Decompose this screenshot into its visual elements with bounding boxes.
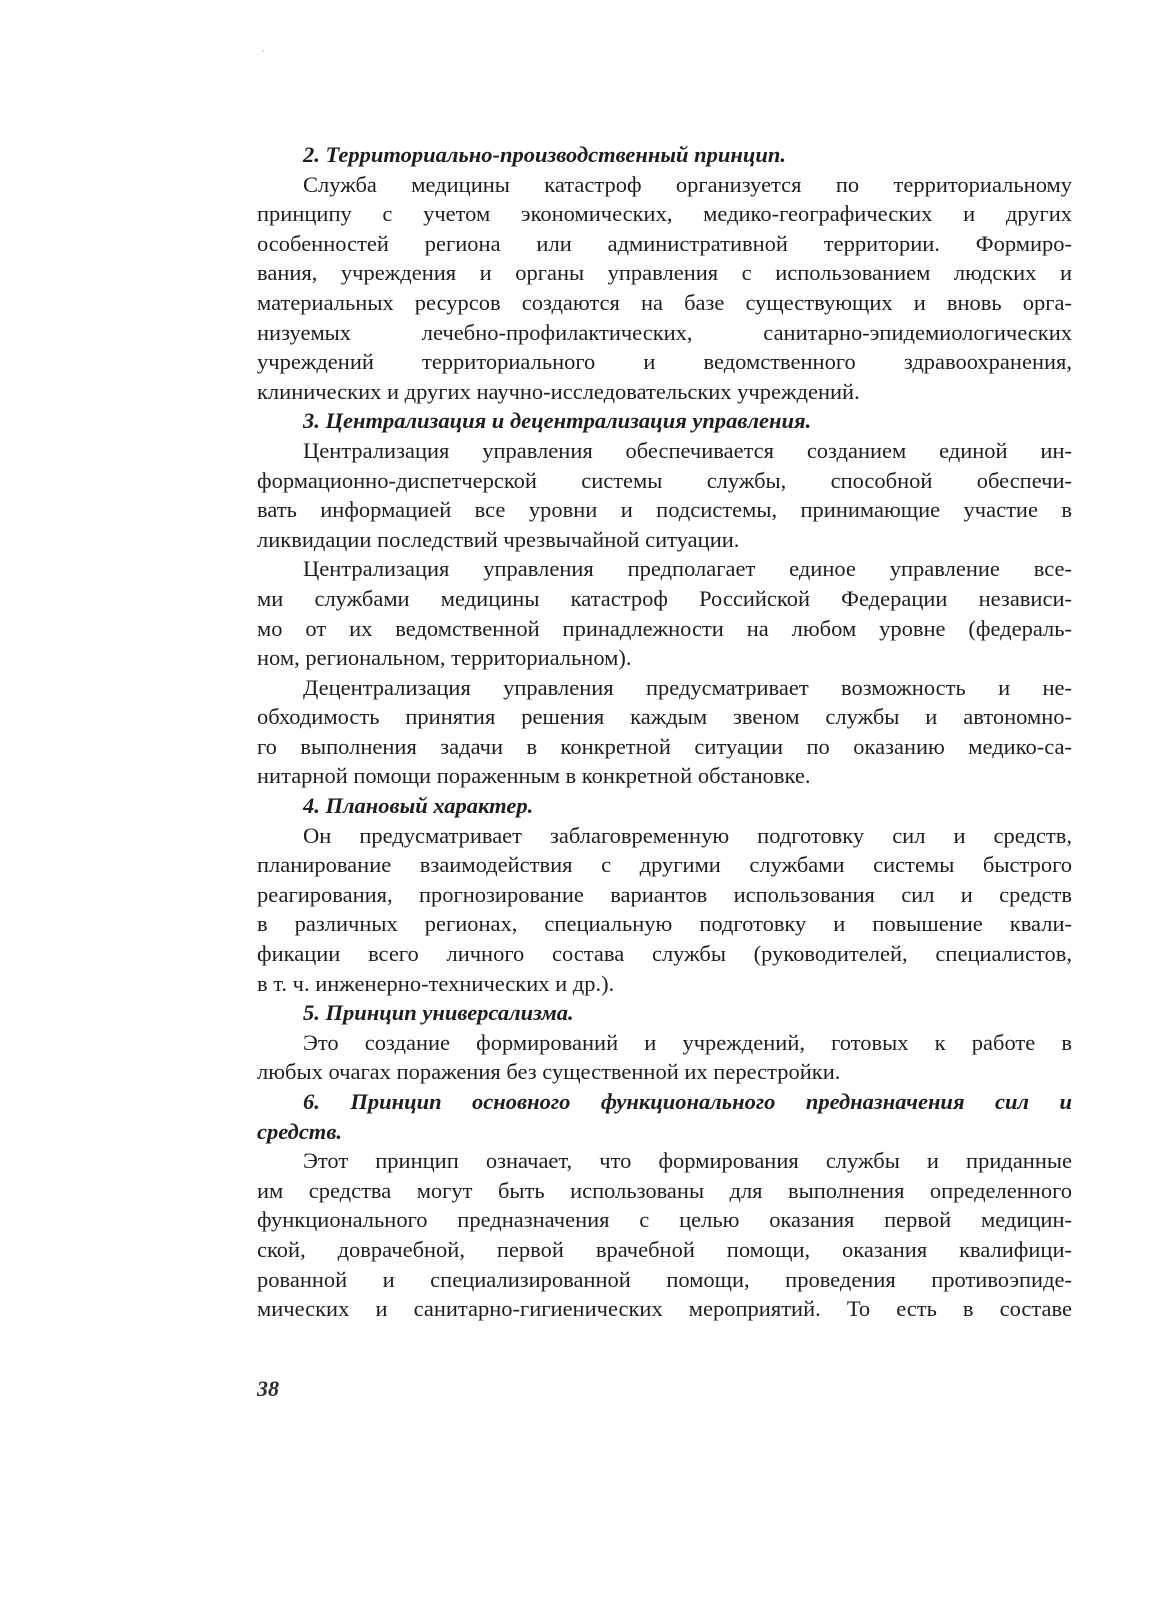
text-line: в т. ч. инженерно-технических и др.). [257,970,615,996]
text-line: учреждений территориального и ведомственного здравоохранения, [257,349,1072,375]
text-line: фикации всего личного состава службы (руководителей, специалистов, [257,941,1072,967]
text-line: ской, доврачебной, первой врачебной помощи, оказания квалифици- [257,1236,1072,1262]
text-line: в различных регионах, специальную подготовку и повышение квали- [257,911,1072,937]
section-heading: 2. Территориально-производственный принцип. [303,142,787,167]
text-line: Это создание формирований и учреждений, готовых к работе в [303,1029,1072,1055]
text-line: мо от их ведомственной принадлежности на любом уровне (федераль- [257,615,1072,641]
text-line: формационно-диспетчерской системы службы, способной обеспечи- [257,467,1072,493]
text-line: Этот принцип означает, что формирования службы и приданные [303,1148,1072,1174]
text-line: функционального предназначения с целью оказания первой медицин- [257,1207,1072,1233]
text-line: Децентрализация управления предусматривает возможность и не- [303,674,1072,700]
text-line: Централизация управления обеспечивается созданием единой ин- [303,437,1072,463]
text-line: особенностей региона или административной территории. Формиро- [257,230,1072,256]
text-line: Он предусматривает заблаговременную подготовку сил и средств, [303,822,1072,848]
scan-speck [262,50,264,52]
text-line: низуемых лечебно-профилактических, санитарно-эпидемиологических [257,319,1072,345]
text-line: клинических и других научно-исследовательских учреждений. [257,378,860,404]
text-line: мических и санитарно-гигиенических мероприятий. То есть в составе [257,1296,1072,1322]
text-line: го выполнения задачи в конкретной ситуации по оказанию медико-са- [257,733,1072,759]
section-heading: 4. Плановый характер. [303,793,534,819]
section-heading: 5. Принцип универсализма. [303,1000,574,1026]
text-line: планирование взаимодействия с другими службами системы быстрого [257,852,1072,878]
page-number: 38 [257,1376,279,1401]
text-line: обходимость принятия решения каждым звеном службы и автономно- [257,704,1072,730]
text-line: реагирования, прогнозирование вариантов использования сил и средств [257,881,1072,907]
text-line: им средства могут быть использованы для выполнения определенного [257,1177,1072,1203]
text-line: ном, региональном, территориальном). [257,645,632,671]
page-body [257,140,1072,1324]
text-line: любых очагах поражения без существенной их перестройки. [257,1059,841,1085]
text-line: Служба медицины катастроф организуется по территориальному [303,171,1072,197]
text-line: материальных ресурсов создаются на базе существующих и вновь орга- [257,289,1072,315]
text-line: Централизация управления предполагает единое управление все- [303,556,1072,582]
text-line: вать информацией все уровни и подсистемы, принимающие участие в [257,497,1072,523]
text-line: ми службами медицины катастроф Российской Федерации независи- [257,585,1072,611]
text-line: рованной и специализированной помощи, проведения противоэпиде- [257,1266,1072,1292]
section-heading-continuation: средств. [257,1118,342,1144]
section-heading: 3. Централизация и децентрализация управления. [303,408,812,434]
text-line: принципу с учетом экономических, медико-географических и других [257,201,1072,227]
text-line: вания, учреждения и органы управления с использованием людских и [257,260,1072,286]
text-line: ликвидации последствий чрезвычайной ситуации. [257,526,740,552]
text-line: нитарной помощи пораженным в конкретной обстановке. [257,763,811,789]
section-heading: 6. Принцип основного функционального предназначения сил и [303,1089,1072,1114]
